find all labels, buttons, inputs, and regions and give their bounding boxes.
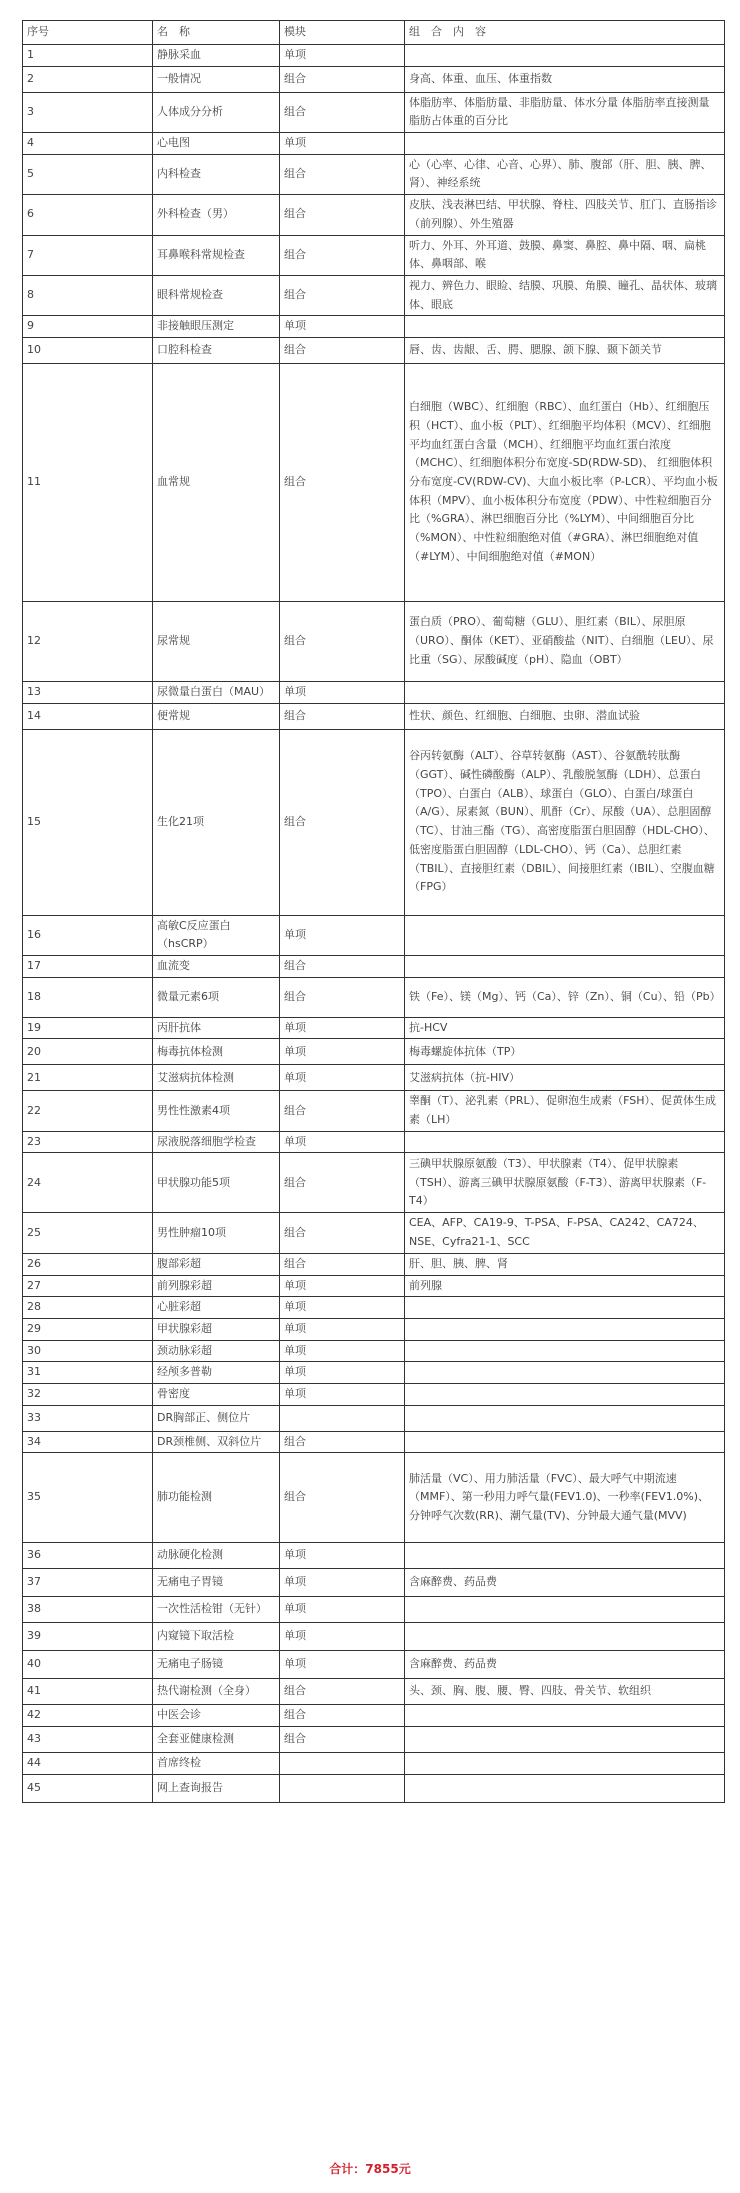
header-name: 名 称 <box>153 21 280 45</box>
row-no: 25 <box>23 1213 153 1253</box>
row-name: DR颈椎侧、双斜位片 <box>153 1431 280 1453</box>
row-content <box>405 133 725 155</box>
row-name: 血常规 <box>153 363 280 601</box>
total-price: 合计：7855元 <box>329 2162 411 2176</box>
table-row <box>23 1405 725 1431</box>
table-row <box>23 1213 725 1253</box>
row-no: 8 <box>23 275 153 315</box>
row-module: 组合 <box>280 977 405 1017</box>
header-module: 模块 <box>280 21 405 45</box>
header-row <box>23 21 725 45</box>
row-module: 组合 <box>280 92 405 132</box>
row-no: 22 <box>23 1091 153 1131</box>
row-no: 5 <box>23 154 153 194</box>
table-row <box>23 681 725 703</box>
row-name: 艾滋病抗体检测 <box>153 1065 280 1091</box>
row-name: 内科检查 <box>153 154 280 194</box>
row-no: 23 <box>23 1131 153 1153</box>
row-no: 17 <box>23 956 153 978</box>
row-no: 1 <box>23 45 153 67</box>
row-content <box>405 1597 725 1623</box>
table-body <box>23 45 725 1803</box>
row-no: 9 <box>23 316 153 338</box>
row-module: 组合 <box>280 1091 405 1131</box>
row-content <box>405 45 725 67</box>
row-no: 3 <box>23 92 153 132</box>
row-content: 唇、齿、齿龈、舌、腭、腮腺、颌下腺、颞下颌关节 <box>405 337 725 363</box>
row-content: 听力、外耳、外耳道、鼓膜、鼻窦、鼻腔、鼻中隔、咽、扁桃体、鼻咽部、喉 <box>405 235 725 275</box>
row-name: 高敏C反应蛋白（hsCRP） <box>153 915 280 955</box>
row-module: 组合 <box>280 66 405 92</box>
row-module: 单项 <box>280 1275 405 1297</box>
row-module: 单项 <box>280 1651 405 1679</box>
table-row <box>23 92 725 132</box>
row-name: 一般情况 <box>153 66 280 92</box>
row-module: 单项 <box>280 1340 405 1362</box>
row-module: 单项 <box>280 316 405 338</box>
row-name: 人体成分分析 <box>153 92 280 132</box>
row-content: 肺活量（VC）、用力肺活量（FVC）、最大呼气中期流速（MMF）、第一秒用力呼气量(FEV1.0)、一秒率(FEV1.0%)、分钟呼气次数(RR)、潮气量(TV)、分钟最大通气量(MVV) <box>405 1453 725 1543</box>
row-content <box>405 1753 725 1775</box>
row-name: 肺功能检测 <box>153 1453 280 1543</box>
table-row <box>23 1153 725 1213</box>
row-name: 无痛电子胃镜 <box>153 1569 280 1597</box>
row-content <box>405 1297 725 1319</box>
row-name: 前列腺彩超 <box>153 1275 280 1297</box>
row-module <box>280 1405 405 1431</box>
row-name: 生化21项 <box>153 729 280 915</box>
row-content <box>405 1543 725 1569</box>
row-name: 外科检查（男） <box>153 195 280 235</box>
row-module: 组合 <box>280 729 405 915</box>
row-content: 视力、辨色力、眼睑、结膜、巩膜、角膜、瞳孔、晶状体、玻璃体、眼底 <box>405 275 725 315</box>
row-name: 经颅多普勒 <box>153 1362 280 1384</box>
row-module: 组合 <box>280 1153 405 1213</box>
row-no: 41 <box>23 1679 153 1705</box>
header-no: 序号 <box>23 21 153 45</box>
row-name: 梅毒抗体检测 <box>153 1039 280 1065</box>
table-row <box>23 1297 725 1319</box>
table-row <box>23 1569 725 1597</box>
row-name: 首席终检 <box>153 1753 280 1775</box>
table-row <box>23 316 725 338</box>
row-content <box>405 1623 725 1651</box>
row-module: 单项 <box>280 1065 405 1091</box>
row-no: 20 <box>23 1039 153 1065</box>
row-content <box>405 1405 725 1431</box>
row-module: 组合 <box>280 154 405 194</box>
row-module: 组合 <box>280 1253 405 1275</box>
row-content: 白细胞（WBC）、红细胞（RBC）、血红蛋白（Hb）、红细胞压积（HCT）、血小板（PLT）、红细胞平均体积（MCV）、红细胞平均血红蛋白含量（MCH）、红细胞平均血红蛋白浓度（MCHC）、红细胞体积分布宽度-SD(RDW-SD)、 红细胞体积分布宽度-CV(RDW-CV)、大血小板比率（P-LCR）、平均血小板体积（MPV）、血小板体积分布宽度（PDW）、中性粒细胞百分比（%GRA）、淋巴细胞百分比（%LYM）、中间细胞百分比（%MON）、中性粒细胞绝对值（#GRA）、淋巴细胞绝对值（#LYM）、中间细胞绝对值（#MON） <box>405 363 725 601</box>
table-row <box>23 1705 725 1727</box>
table-row <box>23 1774 725 1802</box>
row-content: 肝、胆、胰、脾、肾 <box>405 1253 725 1275</box>
row-name: 全套亚健康检测 <box>153 1727 280 1753</box>
row-module: 单项 <box>280 133 405 155</box>
table-row <box>23 915 725 955</box>
row-no: 39 <box>23 1623 153 1651</box>
row-module: 单项 <box>280 1362 405 1384</box>
row-no: 24 <box>23 1153 153 1213</box>
row-module: 单项 <box>280 915 405 955</box>
table-row <box>23 977 725 1017</box>
row-content: 含麻醉费、药品费 <box>405 1569 725 1597</box>
row-name: 网上查询报告 <box>153 1774 280 1802</box>
row-name: 微量元素6项 <box>153 977 280 1017</box>
row-no: 15 <box>23 729 153 915</box>
row-module <box>280 1753 405 1775</box>
row-no: 2 <box>23 66 153 92</box>
row-name: 男性性激素4项 <box>153 1091 280 1131</box>
row-module: 组合 <box>280 363 405 601</box>
row-module: 组合 <box>280 956 405 978</box>
row-name: 便常规 <box>153 703 280 729</box>
row-no: 16 <box>23 915 153 955</box>
row-content: 蛋白质（PRO）、葡萄糖（GLU）、胆红素（BIL）、尿胆原（URO）、酮体（KET）、亚硝酸盐（NIT）、白细胞（LEU）、尿比重（SG）、尿酸碱度（pH）、隐血（OBT） <box>405 601 725 681</box>
row-no: 40 <box>23 1651 153 1679</box>
row-content: 梅毒螺旋体抗体（TP） <box>405 1039 725 1065</box>
table-row <box>23 1318 725 1340</box>
row-module: 单项 <box>280 1131 405 1153</box>
row-no: 14 <box>23 703 153 729</box>
table-row <box>23 1091 725 1131</box>
row-module: 组合 <box>280 337 405 363</box>
row-name: 口腔科检查 <box>153 337 280 363</box>
row-content <box>405 316 725 338</box>
table-row <box>23 1597 725 1623</box>
table-row <box>23 133 725 155</box>
row-name: 丙肝抗体 <box>153 1017 280 1039</box>
row-content: 身高、体重、血压、体重指数 <box>405 66 725 92</box>
row-module: 组合 <box>280 275 405 315</box>
row-content: 性状、颜色、红细胞、白细胞、虫卵、潜血试验 <box>405 703 725 729</box>
row-content <box>405 1774 725 1802</box>
table-row <box>23 1753 725 1775</box>
table-row <box>23 1651 725 1679</box>
row-name: 非接触眼压测定 <box>153 316 280 338</box>
row-content: CEA、AFP、CA19-9、T-PSA、F-PSA、CA242、CA724、NSE、Cyfra21-1、SCC <box>405 1213 725 1253</box>
row-name: 中医会诊 <box>153 1705 280 1727</box>
table-row <box>23 1679 725 1705</box>
row-no: 13 <box>23 681 153 703</box>
row-name: 甲状腺功能5项 <box>153 1153 280 1213</box>
table-row <box>23 1340 725 1362</box>
row-name: 心脏彩超 <box>153 1297 280 1319</box>
row-content <box>405 681 725 703</box>
table-row <box>23 1039 725 1065</box>
row-name: 颈动脉彩超 <box>153 1340 280 1362</box>
row-no: 12 <box>23 601 153 681</box>
row-no: 21 <box>23 1065 153 1091</box>
table-row <box>23 956 725 978</box>
table-row <box>23 703 725 729</box>
row-module: 单项 <box>280 45 405 67</box>
row-no: 28 <box>23 1297 153 1319</box>
row-module: 组合 <box>280 1213 405 1253</box>
row-no: 31 <box>23 1362 153 1384</box>
row-module: 单项 <box>280 1039 405 1065</box>
row-module: 组合 <box>280 195 405 235</box>
table-row <box>23 66 725 92</box>
row-content <box>405 1131 725 1153</box>
row-name: 动脉硬化检测 <box>153 1543 280 1569</box>
row-module: 单项 <box>280 1569 405 1597</box>
row-content: 心（心率、心律、心音、心界）、肺、腹部（肝、胆、胰、脾、肾）、神经系统 <box>405 154 725 194</box>
table-row <box>23 1275 725 1297</box>
row-content <box>405 915 725 955</box>
row-no: 6 <box>23 195 153 235</box>
row-module: 单项 <box>280 1297 405 1319</box>
row-no: 4 <box>23 133 153 155</box>
row-no: 29 <box>23 1318 153 1340</box>
row-module: 组合 <box>280 1431 405 1453</box>
row-no: 7 <box>23 235 153 275</box>
row-content <box>405 1727 725 1753</box>
row-no: 43 <box>23 1727 153 1753</box>
row-content <box>405 956 725 978</box>
row-content: 前列腺 <box>405 1275 725 1297</box>
row-module: 单项 <box>280 1017 405 1039</box>
row-no: 18 <box>23 977 153 1017</box>
row-name: 血流变 <box>153 956 280 978</box>
header-content: 组 合 内 容 <box>405 21 725 45</box>
row-no: 35 <box>23 1453 153 1543</box>
row-module: 单项 <box>280 1597 405 1623</box>
row-content: 抗-HCV <box>405 1017 725 1039</box>
row-name: 甲状腺彩超 <box>153 1318 280 1340</box>
row-name: 无痛电子肠镜 <box>153 1651 280 1679</box>
row-content: 睾酮（T）、泌乳素（PRL）、促卵泡生成素（FSH）、促黄体生成素（LH） <box>405 1091 725 1131</box>
table-row <box>23 1017 725 1039</box>
row-name: 尿液脱落细胞学检查 <box>153 1131 280 1153</box>
row-name: 心电图 <box>153 133 280 155</box>
row-no: 27 <box>23 1275 153 1297</box>
row-name: 内窥镜下取活检 <box>153 1623 280 1651</box>
row-no: 30 <box>23 1340 153 1362</box>
row-content <box>405 1318 725 1340</box>
row-no: 32 <box>23 1383 153 1405</box>
row-module: 单项 <box>280 1623 405 1651</box>
row-content: 皮肤、浅表淋巴结、甲状腺、脊柱、四肢关节、肛门、直肠指诊（前列腺）、外生殖器 <box>405 195 725 235</box>
row-content <box>405 1383 725 1405</box>
row-module: 单项 <box>280 1543 405 1569</box>
row-name: 静脉采血 <box>153 45 280 67</box>
row-content: 铁（Fe）、镁（Mg）、钙（Ca）、锌（Zn）、铜（Cu）、铅（Pb） <box>405 977 725 1017</box>
row-content <box>405 1705 725 1727</box>
table-row <box>23 1065 725 1091</box>
row-no: 36 <box>23 1543 153 1569</box>
row-no: 34 <box>23 1431 153 1453</box>
row-no: 33 <box>23 1405 153 1431</box>
table-row <box>23 235 725 275</box>
table-row <box>23 1543 725 1569</box>
row-no: 37 <box>23 1569 153 1597</box>
exam-package-table <box>22 20 725 1803</box>
table-row <box>23 1453 725 1543</box>
row-module: 单项 <box>280 1383 405 1405</box>
row-name: 骨密度 <box>153 1383 280 1405</box>
row-name: 腹部彩超 <box>153 1253 280 1275</box>
row-no: 42 <box>23 1705 153 1727</box>
table-row <box>23 1383 725 1405</box>
row-no: 19 <box>23 1017 153 1039</box>
row-content: 含麻醉费、药品费 <box>405 1651 725 1679</box>
row-content <box>405 1340 725 1362</box>
table-row <box>23 1253 725 1275</box>
row-module: 单项 <box>280 1318 405 1340</box>
row-name: DR胸部正、侧位片 <box>153 1405 280 1431</box>
row-no: 11 <box>23 363 153 601</box>
table-row <box>23 1623 725 1651</box>
row-no: 10 <box>23 337 153 363</box>
row-module: 单项 <box>280 681 405 703</box>
row-name: 尿微量白蛋白（MAU） <box>153 681 280 703</box>
row-content: 谷丙转氨酶（ALT）、谷草转氨酶（AST）、谷氨酰转肽酶（GGT）、碱性磷酸酶（ALP）、乳酸脱氢酶（LDH）、总蛋白（TPO）、白蛋白（ALB）、球蛋白（GLO）、白蛋白/球蛋白（A/G）、尿素氮（BUN）、肌酐（Cr）、尿酸（UA）、总胆固醇（TC）、甘油三酯（TG）、高密度脂蛋白胆固醇（HDL-CHO）、低密度脂蛋白胆固醇（LDL-CHO）、钙（Ca）、总胆红素（TBIL）、直接胆红素（DBIL）、间接胆红素（IBIL）、空腹血糖（FPG） <box>405 729 725 915</box>
table-row <box>23 195 725 235</box>
table-row <box>23 1362 725 1384</box>
row-module: 组合 <box>280 601 405 681</box>
table-row <box>23 45 725 67</box>
row-name: 眼科常规检查 <box>153 275 280 315</box>
row-no: 45 <box>23 1774 153 1802</box>
row-module: 组合 <box>280 235 405 275</box>
row-name: 热代谢检测（全身） <box>153 1679 280 1705</box>
row-content: 头、颈、胸、腹、腰、臀、四肢、骨关节、软组织 <box>405 1679 725 1705</box>
row-name: 耳鼻喉科常规检查 <box>153 235 280 275</box>
row-content: 三碘甲状腺原氨酸（T3）、甲状腺素（T4）、促甲状腺素（TSH）、游离三碘甲状腺原氨酸（F-T3）、游离甲状腺素（F-T4） <box>405 1153 725 1213</box>
table-row <box>23 729 725 915</box>
row-content: 体脂肪率、体脂肪量、非脂肪量、体水分量 体脂肪率直接测量脂肪占体重的百分比 <box>405 92 725 132</box>
row-module: 组合 <box>280 1453 405 1543</box>
row-no: 44 <box>23 1753 153 1775</box>
row-name: 男性肿瘤10项 <box>153 1213 280 1253</box>
row-name: 尿常规 <box>153 601 280 681</box>
table-row <box>23 275 725 315</box>
row-content <box>405 1362 725 1384</box>
table-row <box>23 1131 725 1153</box>
row-module: 组合 <box>280 1705 405 1727</box>
row-content <box>405 1431 725 1453</box>
table-row <box>23 337 725 363</box>
row-no: 26 <box>23 1253 153 1275</box>
row-module: 组合 <box>280 703 405 729</box>
row-module: 组合 <box>280 1679 405 1705</box>
table-row <box>23 154 725 194</box>
table-row <box>23 1727 725 1753</box>
row-content: 艾滋病抗体（抗-HIV） <box>405 1065 725 1091</box>
table-row <box>23 601 725 681</box>
table-row <box>23 1431 725 1453</box>
table-row <box>23 363 725 601</box>
row-name: 一次性活检钳（无针） <box>153 1597 280 1623</box>
row-module <box>280 1774 405 1802</box>
row-module: 组合 <box>280 1727 405 1753</box>
row-no: 38 <box>23 1597 153 1623</box>
